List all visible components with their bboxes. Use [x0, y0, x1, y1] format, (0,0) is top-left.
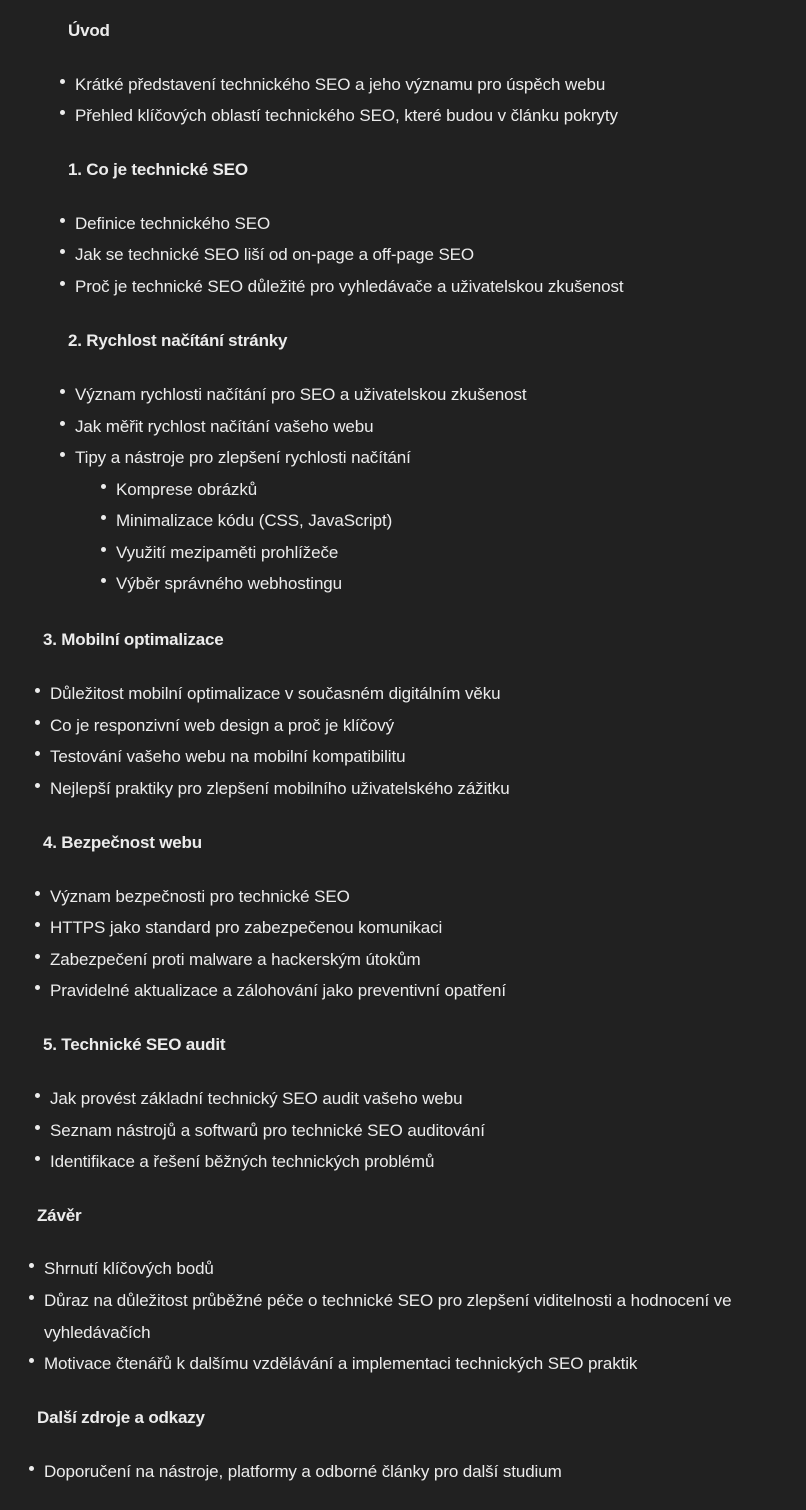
bullet-icon [60, 452, 65, 457]
list-item: Krátké představení technického SEO a jeho významu pro úspěch webu [75, 75, 606, 94]
section-heading-4: 4. Bezpečnost webu [43, 833, 202, 852]
list-item: Jak se technické SEO liší od on-page a off-page SEO [75, 245, 475, 264]
list-item: Pravidelné aktualizace a zálohování jako preventivní opatření [50, 981, 507, 1000]
section-heading-3: 3. Mobilní optimalizace [43, 630, 224, 649]
list-item: Zabezpečení proti malware a hackerským útokům [50, 950, 421, 969]
bullet-icon [35, 985, 40, 990]
section-heading-5: 5. Technické SEO audit [43, 1035, 226, 1054]
bullet-icon [35, 922, 40, 927]
list-item: Testování vašeho webu na mobilní kompatibilitu [50, 747, 406, 766]
list-item: Seznam nástrojů a softwarů pro technické SEO auditování [50, 1121, 485, 1140]
bullet-icon [60, 218, 65, 223]
list-item: Doporučení na nástroje, platformy a odborné články pro další studium [44, 1462, 562, 1481]
list-item: Význam bezpečnosti pro technické SEO [50, 887, 350, 906]
list-item: Důraz na důležitost průběžné péče o technické SEO pro zlepšení viditelnosti a hodnocení ve vyhledávačích [44, 1291, 732, 1342]
sub-list-item: Minimalizace kódu (CSS, JavaScript) [116, 511, 393, 530]
bullet-icon [35, 954, 40, 959]
list-item: HTTPS jako standard pro zabezpečenou komunikaci [50, 918, 443, 937]
bullet-icon [60, 110, 65, 115]
bullet-icon [60, 249, 65, 254]
bullet-icon [35, 1125, 40, 1130]
sub-list-item: Komprese obrázků [116, 480, 258, 499]
bullet-icon [29, 1295, 34, 1300]
section-heading-zdroje: Další zdroje a odkazy [37, 1408, 205, 1427]
list-item: Shrnutí klíčových bodů [44, 1259, 214, 1278]
list-item: Význam rychlosti načítání pro SEO a uživatelskou zkušenost [75, 385, 527, 404]
bullet-icon [101, 547, 106, 552]
list-item: Důležitost mobilní optimalizace v současném digitálním věku [50, 684, 501, 703]
list-item: Motivace čtenářů k dalšímu vzdělávání a implementaci technických SEO praktik [44, 1354, 638, 1373]
section-heading-uvod: Úvod [68, 21, 110, 40]
bullet-icon [35, 688, 40, 693]
list-item: Nejlepší praktiky pro zlepšení mobilního uživatelského zážitku [50, 779, 510, 798]
bullet-icon [60, 421, 65, 426]
list-item: Jak měřit rychlost načítání vašeho webu [75, 417, 374, 436]
bullet-icon [60, 281, 65, 286]
list-item: Jak provést základní technický SEO audit vašeho webu [50, 1089, 463, 1108]
bullet-icon [35, 891, 40, 896]
bullet-icon [60, 79, 65, 84]
bullet-icon [60, 389, 65, 394]
bullet-icon [29, 1358, 34, 1363]
list-item: Co je responzivní web design a proč je klíčový [50, 716, 395, 735]
list-item: Přehled klíčových oblastí technického SEO, které budou v článku pokryty [75, 106, 618, 125]
list-item: Proč je technické SEO důležité pro vyhledávače a uživatelskou zkušenost [75, 277, 624, 296]
bullet-icon [29, 1263, 34, 1268]
bullet-icon [35, 1093, 40, 1098]
bullet-icon [35, 1156, 40, 1161]
bullet-icon [101, 515, 106, 520]
bullet-icon [35, 720, 40, 725]
sub-list-item: Využití mezipaměti prohlížeče [116, 543, 339, 562]
list-item: Tipy a nástroje pro zlepšení rychlosti načítání [75, 448, 411, 467]
bullet-icon [35, 751, 40, 756]
list-item: Definice technického SEO [75, 214, 271, 233]
section-heading-2: 2. Rychlost načítání stránky [68, 331, 288, 350]
section-heading-zaver: Závěr [37, 1206, 82, 1225]
bullet-icon [101, 484, 106, 489]
bullet-icon [35, 783, 40, 788]
bullet-icon [101, 578, 106, 583]
list-item: Identifikace a řešení běžných technických problémů [50, 1152, 435, 1171]
section-heading-1: 1. Co je technické SEO [68, 160, 248, 179]
sub-list-item: Výběr správného webhostingu [116, 574, 343, 593]
bullet-icon [29, 1466, 34, 1471]
